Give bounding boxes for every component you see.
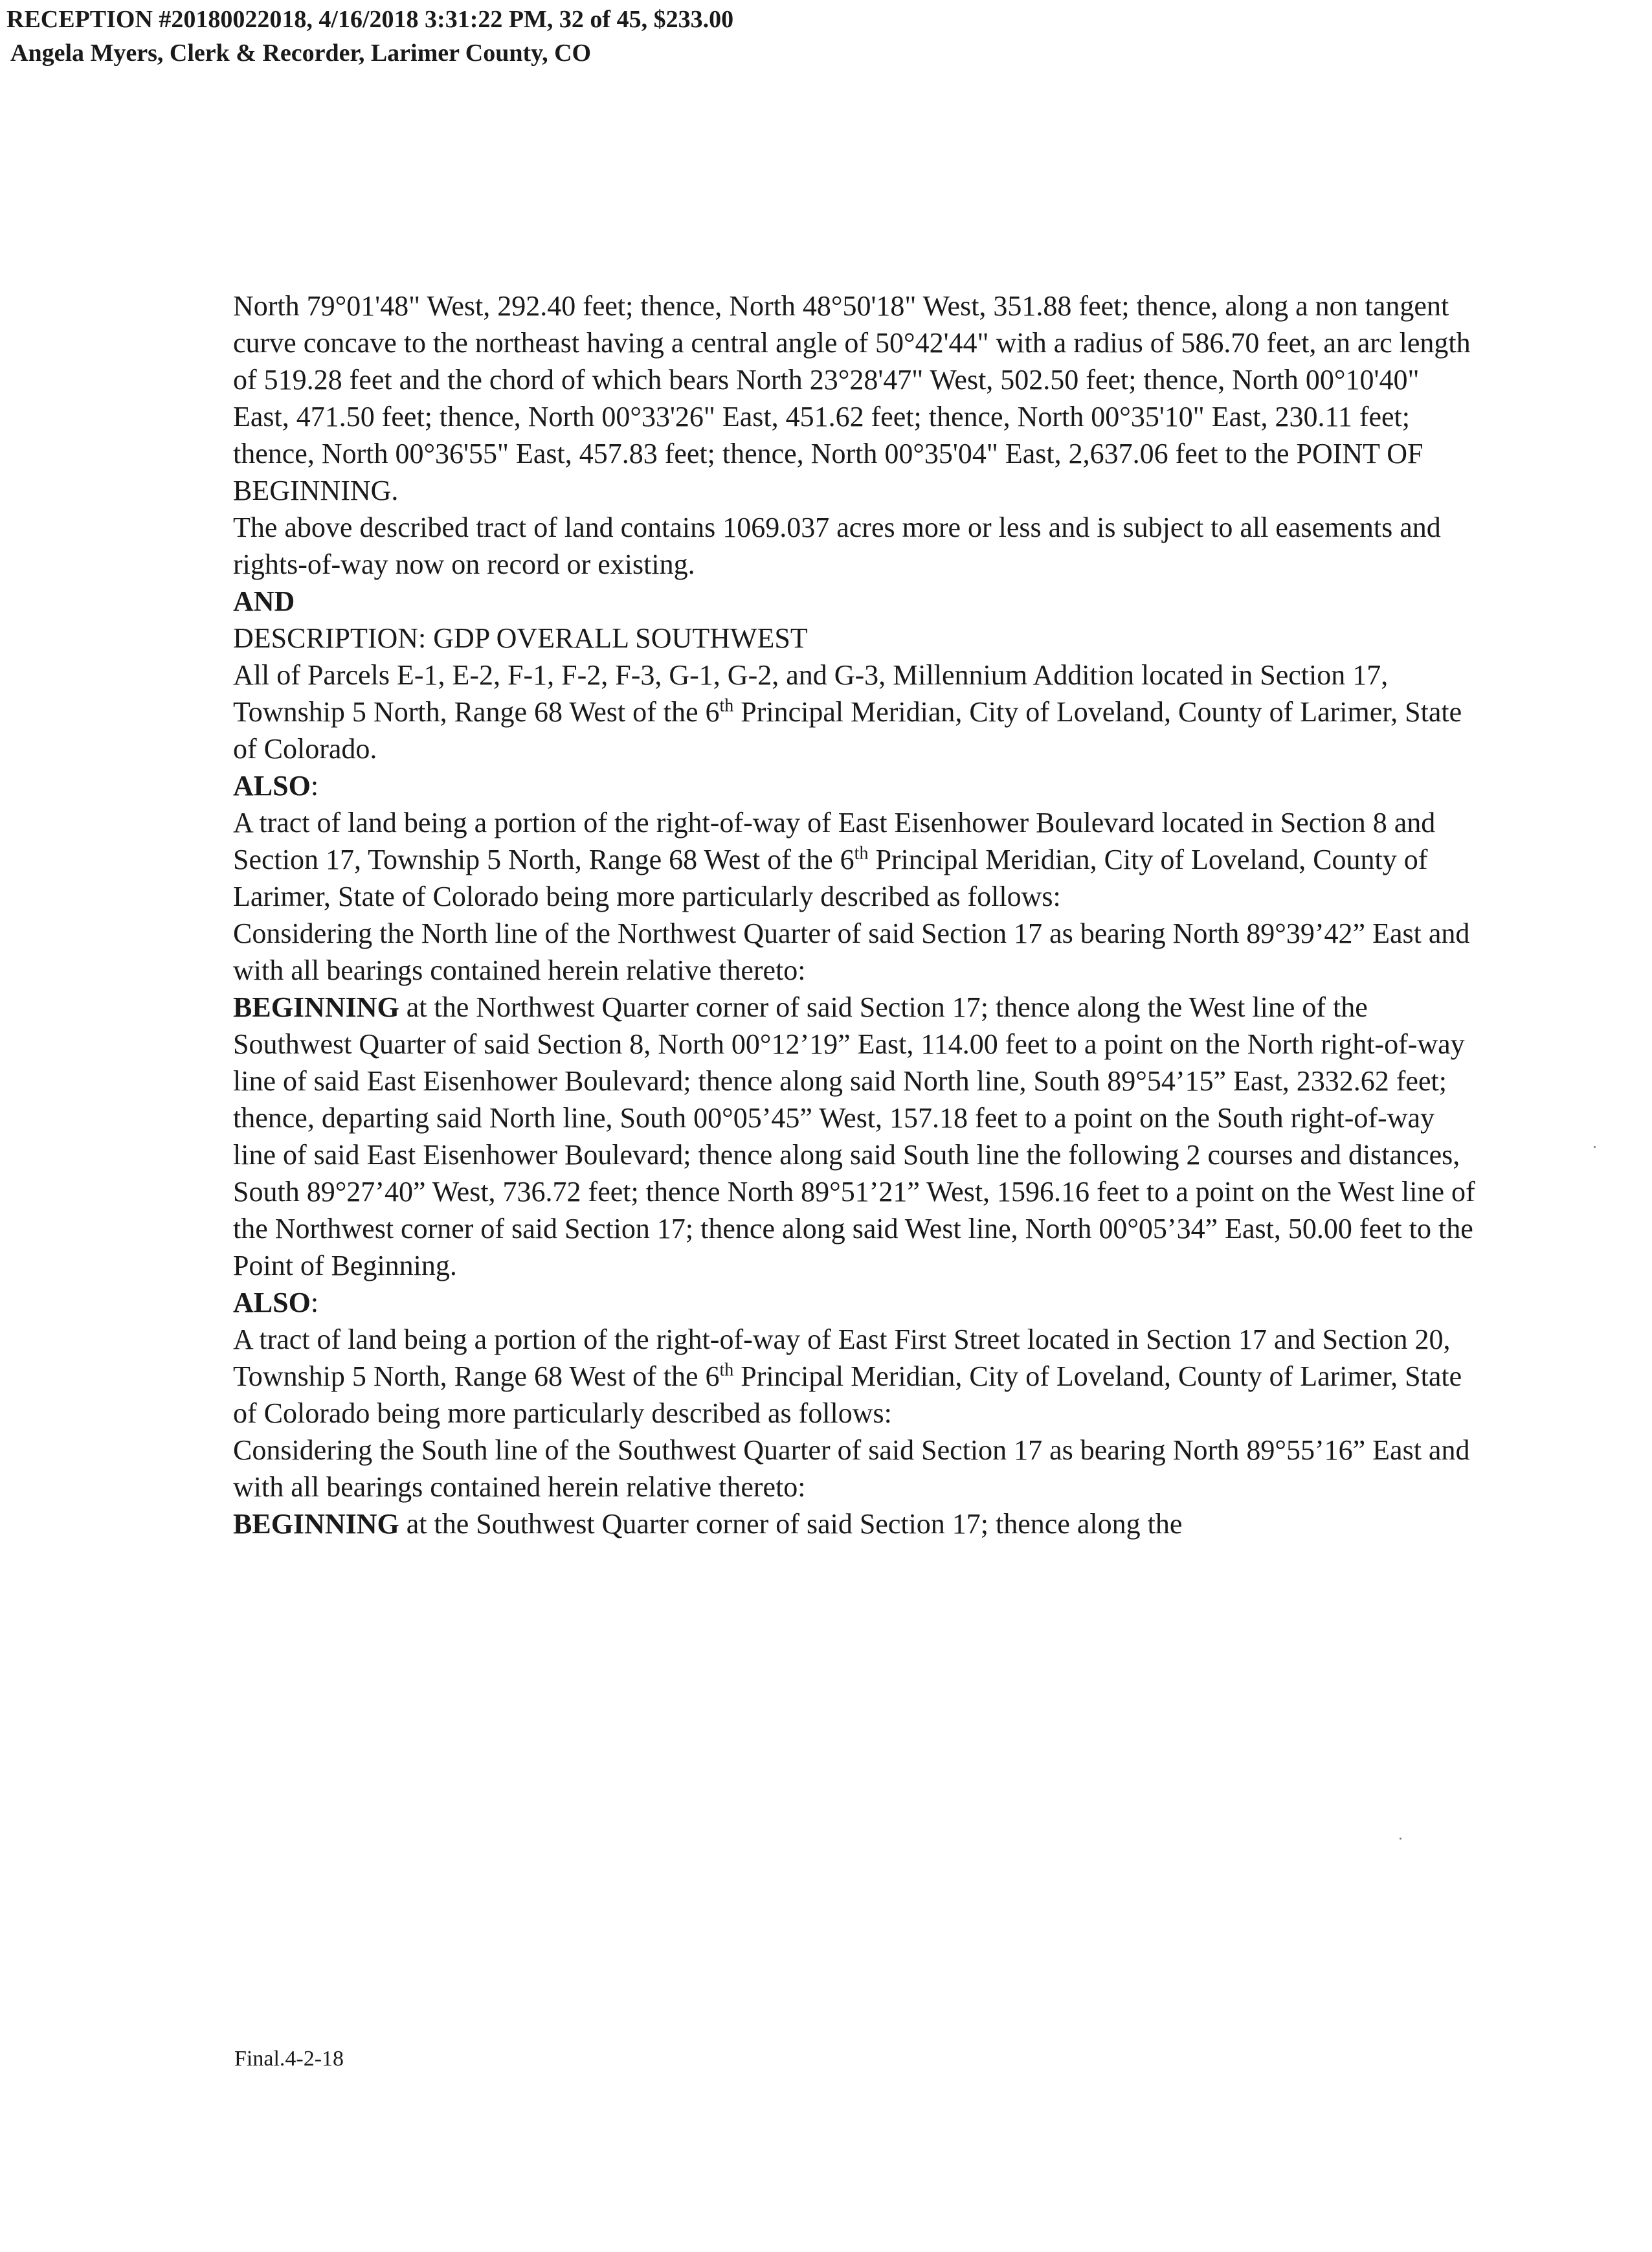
- also-heading-1: [233, 767, 1482, 804]
- description-heading: DESCRIPTION: GDP OVERALL SOUTHWEST: [233, 622, 808, 654]
- first-street-text-b: Principal Meridian, City of Loveland, County of Larimer, State of Colorado being more particularly described as follows:: [233, 1360, 1462, 1429]
- eisenhower-text-a: A tract of land being a portion of the right-of-way of East Eisenhower Boulevard located in Section 8 and Section 17, Township 5 North, Range 68 West of the 6: [233, 807, 1436, 875]
- first-street-beginning-paragraph: [233, 1505, 1482, 1542]
- also-heading-2-colon: :: [310, 1287, 319, 1318]
- first-street-beginning-lead: BEGINNING: [233, 1508, 399, 1540]
- first-street-text-a: A tract of land being a portion of the right-of-way of East First Street located in Section 17 and Section 20, Township 5 North, Range 68 West of the 6: [233, 1323, 1451, 1392]
- eisenhower-beginning-paragraph: [233, 989, 1482, 1284]
- eisenhower-ordinal: th: [854, 843, 869, 864]
- also-heading-2: [233, 1284, 1482, 1321]
- also-heading-1-colon: :: [310, 770, 319, 802]
- footer-version-label: Final.4-2-18: [234, 2047, 344, 2071]
- first-street-tract-paragraph: [233, 1321, 1482, 1432]
- eisenhower-beginning-lead: BEGINNING: [233, 991, 399, 1023]
- eisenhower-text-b: Principal Meridian, City of Loveland, County of Larimer, State of Colorado being more particularly described as follows:: [233, 844, 1428, 912]
- acreage-statement: The above described tract of land contains 1069.037 acres more or less and is subject to all easements and rights-of-way now on record or existing.: [233, 512, 1441, 580]
- scan-speck: [1400, 1838, 1401, 1840]
- eisenhower-beginning-text: at the Northwest Quarter corner of said Section 17; thence along the West line of the Southwest Quarter of said Section 8, North 00°12’19” East, 114.00 feet to a point on the North right-of-way line of said East Eisenhower Boulevard; thence along said North line, South 89°54’15” East, 2332.62 feet; thence, departing said North line, South 00°05’45” West, 157.18 feet to a point on the South right-of-way line of said East Eisenhower Boulevard; thence along said South line the following 2 courses and distances, South 89°27’40” West, 736.72 feet; thence North 89°51’21” West, 1596.16 feet to a point on the West line of the Northwest corner of said Section 17; thence along said West line, North 00°05’34” East, 50.00 feet to the Point of Beginning.: [233, 991, 1475, 1281]
- parcels-text-a: All of Parcels E-1, E-2, F-1, F-2, F-3, G-1, G-2, and G-3, Millennium Addition located in Section 17, Township 5 North, Range 68 West of the 6: [233, 659, 1389, 728]
- recording-stamp-clerk: Angela Myers, Clerk & Recorder, Larimer County, CO: [10, 39, 592, 67]
- eisenhower-tract-paragraph: [233, 804, 1482, 915]
- legal-description-continuation: North 79°01'48" West, 292.40 feet; thence, North 48°50'18" West, 351.88 feet; thence, along a non tangent curve concave to the northeast having a central angle of 50°42'44" with a radius of 586.70 feet, an arc length of 519.28 feet and the chord of which bears North 23°28'47" West, 502.50 feet; thence, North 00°10'40" East, 471.50 feet; thence, North 00°33'26" East, 451.62 feet; thence, North 00°35'10" East, 230.11 feet; thence, North 00°36'55" East, 457.83 feet; thence, North 00°35'04" East, 2,637.06 feet to the POINT OF BEGINNING.: [233, 290, 1471, 506]
- also-heading-2-bold: ALSO: [233, 1287, 311, 1318]
- first-street-beginning-text: at the Southwest Quarter corner of said Section 17; thence along the: [399, 1508, 1183, 1540]
- also-heading-1-bold: ALSO: [233, 770, 311, 802]
- south-line-bearing-paragraph: Considering the South line of the Southwest Quarter of said Section 17 as bearing North 89°55’16” East and with all bearings contained herein relative thereto:: [233, 1434, 1470, 1503]
- first-street-ordinal: th: [719, 1360, 734, 1380]
- north-line-bearing-paragraph: Considering the North line of the Northwest Quarter of said Section 17 as bearing North 89°39’42” East and with all bearings contained herein relative thereto:: [233, 918, 1470, 986]
- and-heading: AND: [233, 585, 295, 617]
- recording-stamp: [6, 3, 733, 70]
- parcels-paragraph: [233, 657, 1482, 767]
- scan-speck: [1594, 1146, 1596, 1148]
- parcels-ordinal: th: [719, 695, 734, 716]
- document-body: [233, 287, 1482, 1542]
- parcels-text-b: Principal Meridian, City of Loveland, County of Larimer, State of Colorado.: [233, 696, 1462, 765]
- recording-stamp-reception: RECEPTION #20180022018, 4/16/2018 3:31:22 PM, 32 of 45, $233.00: [6, 6, 734, 33]
